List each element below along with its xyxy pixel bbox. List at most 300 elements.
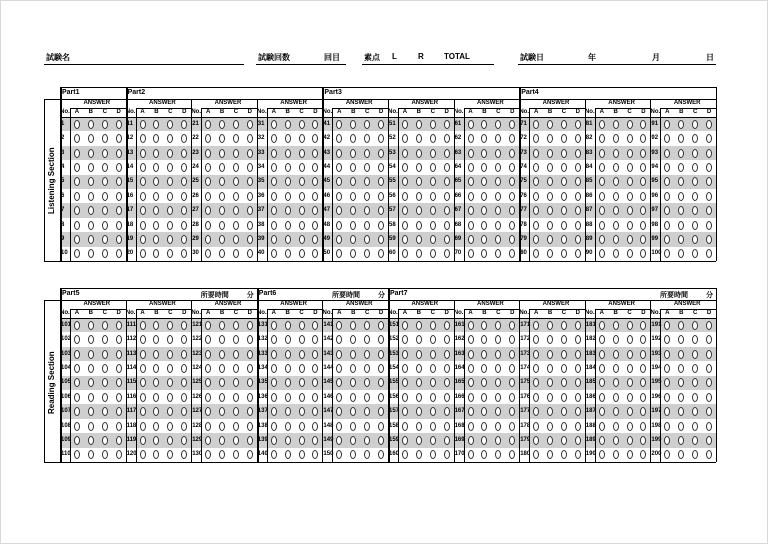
answer-bubble-d[interactable] [247, 235, 253, 244]
answer-bubble-c[interactable] [233, 436, 239, 445]
answer-bubble-c[interactable] [430, 422, 436, 431]
answer-bubble-a[interactable] [599, 378, 605, 387]
answer-bubble-b[interactable] [285, 335, 291, 344]
answer-bubble-d[interactable] [116, 134, 122, 143]
answer-bubble-d[interactable] [509, 149, 515, 158]
answer-bubble-c[interactable] [299, 335, 305, 344]
answer-bubble-b[interactable] [613, 235, 619, 244]
answer-bubble-c[interactable] [561, 422, 567, 431]
answer-bubble-d[interactable] [116, 436, 122, 445]
answer-bubble-d[interactable] [706, 422, 712, 431]
answer-bubble-b[interactable] [88, 350, 94, 359]
answer-bubble-b[interactable] [285, 149, 291, 158]
answer-bubble-b[interactable] [613, 407, 619, 416]
answer-bubble-d[interactable] [378, 149, 384, 158]
answer-bubble-b[interactable] [416, 436, 422, 445]
answer-bubble-d[interactable] [247, 335, 253, 344]
answer-bubble-c[interactable] [233, 422, 239, 431]
answer-bubble-c[interactable] [102, 350, 108, 359]
answer-bubble-b[interactable] [613, 221, 619, 230]
answer-bubble-a[interactable] [140, 235, 146, 244]
answer-bubble-a[interactable] [140, 134, 146, 143]
answer-bubble-c[interactable] [561, 335, 567, 344]
answer-bubble-b[interactable] [285, 321, 291, 330]
answer-bubble-c[interactable] [627, 235, 633, 244]
answer-bubble-d[interactable] [444, 221, 450, 230]
answer-bubble-b[interactable] [613, 350, 619, 359]
answer-bubble-b[interactable] [416, 364, 422, 373]
answer-bubble-c[interactable] [102, 436, 108, 445]
answer-bubble-b[interactable] [350, 149, 356, 158]
answer-bubble-c[interactable] [627, 206, 633, 215]
answer-bubble-a[interactable] [74, 192, 80, 201]
answer-bubble-b[interactable] [416, 192, 422, 201]
answer-bubble-b[interactable] [285, 134, 291, 143]
answer-bubble-c[interactable] [364, 422, 370, 431]
answer-bubble-a[interactable] [271, 206, 277, 215]
answer-bubble-b[interactable] [613, 364, 619, 373]
answer-bubble-a[interactable] [468, 450, 474, 459]
answer-bubble-b[interactable] [350, 221, 356, 230]
answer-bubble-a[interactable] [468, 335, 474, 344]
answer-bubble-a[interactable] [140, 378, 146, 387]
answer-bubble-d[interactable] [247, 149, 253, 158]
answer-bubble-a[interactable] [599, 393, 605, 402]
answer-bubble-b[interactable] [219, 436, 225, 445]
answer-bubble-b[interactable] [219, 235, 225, 244]
answer-bubble-a[interactable] [533, 221, 539, 230]
answer-bubble-c[interactable] [430, 436, 436, 445]
answer-bubble-b[interactable] [285, 192, 291, 201]
answer-bubble-d[interactable] [181, 422, 187, 431]
answer-bubble-d[interactable] [181, 149, 187, 158]
answer-bubble-b[interactable] [613, 422, 619, 431]
answer-bubble-a[interactable] [271, 149, 277, 158]
answer-bubble-a[interactable] [271, 407, 277, 416]
answer-bubble-d[interactable] [444, 192, 450, 201]
answer-bubble-a[interactable] [533, 321, 539, 330]
answer-bubble-a[interactable] [271, 235, 277, 244]
answer-bubble-b[interactable] [613, 378, 619, 387]
answer-bubble-c[interactable] [627, 249, 633, 258]
answer-bubble-c[interactable] [233, 221, 239, 230]
answer-bubble-a[interactable] [402, 407, 408, 416]
answer-bubble-c[interactable] [102, 364, 108, 373]
answer-bubble-d[interactable] [706, 364, 712, 373]
answer-bubble-d[interactable] [706, 321, 712, 330]
answer-bubble-a[interactable] [140, 436, 146, 445]
answer-bubble-a[interactable] [140, 364, 146, 373]
answer-bubble-d[interactable] [247, 221, 253, 230]
answer-bubble-a[interactable] [402, 321, 408, 330]
answer-bubble-a[interactable] [140, 192, 146, 201]
answer-bubble-b[interactable] [416, 221, 422, 230]
answer-bubble-b[interactable] [285, 436, 291, 445]
answer-bubble-c[interactable] [627, 364, 633, 373]
answer-bubble-b[interactable] [285, 364, 291, 373]
answer-bubble-a[interactable] [468, 206, 474, 215]
answer-bubble-d[interactable] [116, 163, 122, 172]
answer-bubble-a[interactable] [402, 163, 408, 172]
answer-bubble-d[interactable] [706, 163, 712, 172]
answer-bubble-c[interactable] [233, 163, 239, 172]
answer-bubble-b[interactable] [613, 134, 619, 143]
answer-bubble-d[interactable] [575, 321, 581, 330]
answer-bubble-a[interactable] [205, 149, 211, 158]
answer-bubble-a[interactable] [599, 192, 605, 201]
answer-bubble-b[interactable] [547, 364, 553, 373]
answer-bubble-d[interactable] [116, 177, 122, 186]
answer-bubble-d[interactable] [116, 192, 122, 201]
answer-bubble-d[interactable] [575, 192, 581, 201]
answer-bubble-c[interactable] [233, 335, 239, 344]
answer-bubble-c[interactable] [430, 192, 436, 201]
answer-bubble-d[interactable] [247, 120, 253, 129]
test-name-field[interactable] [44, 64, 244, 65]
answer-bubble-b[interactable] [88, 364, 94, 373]
answer-bubble-a[interactable] [468, 321, 474, 330]
answer-bubble-a[interactable] [599, 335, 605, 344]
answer-bubble-b[interactable] [613, 149, 619, 158]
answer-bubble-a[interactable] [140, 450, 146, 459]
answer-bubble-d[interactable] [247, 393, 253, 402]
answer-bubble-a[interactable] [468, 221, 474, 230]
answer-bubble-d[interactable] [378, 321, 384, 330]
answer-bubble-d[interactable] [378, 120, 384, 129]
answer-bubble-b[interactable] [219, 350, 225, 359]
answer-bubble-c[interactable] [299, 192, 305, 201]
answer-bubble-b[interactable] [88, 163, 94, 172]
answer-bubble-c[interactable] [233, 134, 239, 143]
answer-bubble-c[interactable] [561, 221, 567, 230]
answer-bubble-a[interactable] [402, 134, 408, 143]
answer-bubble-a[interactable] [74, 206, 80, 215]
answer-bubble-b[interactable] [613, 177, 619, 186]
answer-bubble-a[interactable] [271, 249, 277, 258]
answer-bubble-d[interactable] [444, 206, 450, 215]
answer-bubble-b[interactable] [285, 378, 291, 387]
answer-bubble-a[interactable] [599, 177, 605, 186]
answer-bubble-a[interactable] [468, 393, 474, 402]
answer-bubble-a[interactable] [599, 407, 605, 416]
answer-bubble-c[interactable] [299, 407, 305, 416]
answer-bubble-d[interactable] [247, 192, 253, 201]
answer-bubble-a[interactable] [533, 149, 539, 158]
answer-bubble-a[interactable] [402, 422, 408, 431]
answer-bubble-a[interactable] [271, 436, 277, 445]
answer-bubble-a[interactable] [271, 163, 277, 172]
answer-bubble-b[interactable] [285, 221, 291, 230]
answer-bubble-a[interactable] [74, 163, 80, 172]
answer-bubble-b[interactable] [285, 177, 291, 186]
answer-bubble-c[interactable] [430, 450, 436, 459]
answer-bubble-c[interactable] [233, 192, 239, 201]
answer-bubble-c[interactable] [299, 350, 305, 359]
answer-bubble-b[interactable] [285, 407, 291, 416]
answer-bubble-a[interactable] [74, 221, 80, 230]
answer-bubble-a[interactable] [468, 235, 474, 244]
answer-bubble-c[interactable] [299, 249, 305, 258]
answer-bubble-d[interactable] [378, 393, 384, 402]
answer-bubble-b[interactable] [547, 321, 553, 330]
answer-bubble-d[interactable] [509, 350, 515, 359]
answer-bubble-d[interactable] [116, 249, 122, 258]
answer-bubble-d[interactable] [575, 134, 581, 143]
answer-bubble-b[interactable] [416, 206, 422, 215]
answer-bubble-c[interactable] [102, 407, 108, 416]
answer-bubble-c[interactable] [102, 335, 108, 344]
answer-bubble-a[interactable] [271, 120, 277, 129]
answer-bubble-b[interactable] [613, 335, 619, 344]
answer-bubble-c[interactable] [430, 378, 436, 387]
answer-bubble-b[interactable] [350, 422, 356, 431]
answer-bubble-c[interactable] [364, 192, 370, 201]
answer-bubble-b[interactable] [613, 249, 619, 258]
answer-bubble-b[interactable] [219, 149, 225, 158]
answer-bubble-b[interactable] [613, 321, 619, 330]
answer-bubble-a[interactable] [533, 350, 539, 359]
answer-bubble-a[interactable] [205, 120, 211, 129]
answer-bubble-a[interactable] [468, 364, 474, 373]
answer-bubble-c[interactable] [627, 422, 633, 431]
answer-bubble-b[interactable] [219, 422, 225, 431]
answer-bubble-a[interactable] [140, 321, 146, 330]
answer-bubble-b[interactable] [88, 321, 94, 330]
answer-bubble-c[interactable] [299, 221, 305, 230]
answer-bubble-c[interactable] [233, 321, 239, 330]
answer-bubble-c[interactable] [102, 393, 108, 402]
answer-bubble-a[interactable] [402, 335, 408, 344]
answer-bubble-d[interactable] [444, 350, 450, 359]
answer-bubble-c[interactable] [299, 378, 305, 387]
answer-bubble-a[interactable] [599, 321, 605, 330]
answer-bubble-a[interactable] [74, 134, 80, 143]
answer-bubble-a[interactable] [402, 192, 408, 201]
answer-bubble-d[interactable] [444, 149, 450, 158]
answer-bubble-a[interactable] [468, 436, 474, 445]
answer-bubble-c[interactable] [561, 350, 567, 359]
answer-bubble-d[interactable] [575, 149, 581, 158]
answer-bubble-d[interactable] [509, 221, 515, 230]
answer-bubble-a[interactable] [271, 221, 277, 230]
answer-bubble-b[interactable] [88, 149, 94, 158]
answer-bubble-c[interactable] [627, 163, 633, 172]
answer-bubble-a[interactable] [74, 422, 80, 431]
answer-bubble-b[interactable] [285, 235, 291, 244]
answer-bubble-c[interactable] [102, 450, 108, 459]
answer-bubble-d[interactable] [706, 221, 712, 230]
answer-bubble-a[interactable] [74, 350, 80, 359]
answer-bubble-b[interactable] [416, 335, 422, 344]
answer-bubble-d[interactable] [378, 163, 384, 172]
answer-bubble-c[interactable] [430, 177, 436, 186]
answer-bubble-a[interactable] [271, 364, 277, 373]
answer-bubble-a[interactable] [271, 422, 277, 431]
answer-bubble-c[interactable] [430, 163, 436, 172]
answer-bubble-c[interactable] [430, 335, 436, 344]
answer-bubble-c[interactable] [692, 422, 698, 431]
answer-bubble-c[interactable] [430, 235, 436, 244]
answer-bubble-b[interactable] [285, 163, 291, 172]
answer-bubble-d[interactable] [444, 450, 450, 459]
answer-bubble-c[interactable] [430, 221, 436, 230]
answer-bubble-a[interactable] [74, 149, 80, 158]
answer-bubble-a[interactable] [140, 206, 146, 215]
answer-bubble-b[interactable] [613, 436, 619, 445]
answer-bubble-d[interactable] [575, 120, 581, 129]
answer-bubble-d[interactable] [116, 235, 122, 244]
answer-bubble-b[interactable] [219, 120, 225, 129]
answer-bubble-a[interactable] [599, 206, 605, 215]
answer-bubble-c[interactable] [692, 350, 698, 359]
answer-bubble-c[interactable] [430, 249, 436, 258]
answer-bubble-b[interactable] [613, 393, 619, 402]
answer-bubble-d[interactable] [247, 436, 253, 445]
answer-bubble-c[interactable] [364, 120, 370, 129]
answer-bubble-b[interactable] [613, 450, 619, 459]
answer-bubble-c[interactable] [627, 350, 633, 359]
answer-bubble-c[interactable] [692, 321, 698, 330]
answer-bubble-d[interactable] [575, 422, 581, 431]
answer-bubble-c[interactable] [102, 163, 108, 172]
answer-bubble-c[interactable] [102, 235, 108, 244]
answer-bubble-d[interactable] [181, 221, 187, 230]
answer-bubble-c[interactable] [364, 221, 370, 230]
answer-bubble-c[interactable] [430, 120, 436, 129]
answer-bubble-a[interactable] [74, 335, 80, 344]
answer-bubble-d[interactable] [181, 350, 187, 359]
answer-bubble-b[interactable] [88, 221, 94, 230]
answer-bubble-d[interactable] [378, 221, 384, 230]
answer-bubble-d[interactable] [444, 335, 450, 344]
answer-bubble-b[interactable] [416, 321, 422, 330]
answer-bubble-a[interactable] [599, 364, 605, 373]
answer-bubble-a[interactable] [402, 149, 408, 158]
answer-bubble-a[interactable] [599, 134, 605, 143]
answer-bubble-c[interactable] [561, 393, 567, 402]
answer-bubble-c[interactable] [561, 134, 567, 143]
answer-bubble-d[interactable] [444, 235, 450, 244]
answer-bubble-a[interactable] [402, 120, 408, 129]
answer-bubble-a[interactable] [468, 378, 474, 387]
answer-bubble-a[interactable] [271, 350, 277, 359]
answer-bubble-b[interactable] [88, 422, 94, 431]
answer-bubble-b[interactable] [285, 422, 291, 431]
answer-bubble-d[interactable] [116, 149, 122, 158]
answer-bubble-c[interactable] [561, 436, 567, 445]
answer-bubble-b[interactable] [350, 350, 356, 359]
answer-bubble-a[interactable] [140, 149, 146, 158]
answer-bubble-d[interactable] [247, 350, 253, 359]
answer-bubble-a[interactable] [402, 235, 408, 244]
answer-bubble-a[interactable] [599, 436, 605, 445]
answer-bubble-d[interactable] [444, 120, 450, 129]
answer-bubble-c[interactable] [561, 321, 567, 330]
answer-bubble-b[interactable] [219, 221, 225, 230]
answer-bubble-d[interactable] [116, 364, 122, 373]
answer-bubble-a[interactable] [74, 364, 80, 373]
answer-bubble-c[interactable] [692, 120, 698, 129]
answer-bubble-d[interactable] [116, 206, 122, 215]
answer-bubble-d[interactable] [575, 221, 581, 230]
answer-bubble-a[interactable] [599, 163, 605, 172]
answer-bubble-b[interactable] [285, 350, 291, 359]
answer-bubble-d[interactable] [444, 378, 450, 387]
answer-bubble-a[interactable] [599, 149, 605, 158]
answer-bubble-a[interactable] [468, 134, 474, 143]
answer-bubble-b[interactable] [219, 393, 225, 402]
answer-bubble-c[interactable] [627, 177, 633, 186]
answer-bubble-b[interactable] [88, 235, 94, 244]
answer-bubble-d[interactable] [706, 120, 712, 129]
answer-bubble-a[interactable] [402, 350, 408, 359]
answer-bubble-d[interactable] [706, 436, 712, 445]
test-count-field[interactable] [256, 64, 346, 65]
answer-bubble-c[interactable] [561, 235, 567, 244]
answer-bubble-d[interactable] [444, 249, 450, 258]
answer-bubble-a[interactable] [271, 192, 277, 201]
answer-bubble-d[interactable] [444, 364, 450, 373]
answer-bubble-d[interactable] [247, 407, 253, 416]
answer-bubble-d[interactable] [116, 221, 122, 230]
answer-bubble-a[interactable] [140, 177, 146, 186]
answer-bubble-b[interactable] [547, 192, 553, 201]
answer-bubble-d[interactable] [444, 163, 450, 172]
answer-bubble-b[interactable] [88, 436, 94, 445]
answer-bubble-a[interactable] [205, 350, 211, 359]
answer-bubble-c[interactable] [102, 422, 108, 431]
answer-bubble-d[interactable] [116, 321, 122, 330]
answer-bubble-d[interactable] [575, 393, 581, 402]
answer-bubble-d[interactable] [116, 407, 122, 416]
answer-bubble-a[interactable] [205, 221, 211, 230]
answer-bubble-b[interactable] [678, 422, 684, 431]
answer-bubble-b[interactable] [219, 321, 225, 330]
answer-bubble-b[interactable] [613, 120, 619, 129]
answer-bubble-b[interactable] [547, 436, 553, 445]
answer-bubble-c[interactable] [627, 436, 633, 445]
answer-bubble-a[interactable] [271, 321, 277, 330]
answer-bubble-d[interactable] [378, 350, 384, 359]
answer-bubble-c[interactable] [430, 321, 436, 330]
answer-bubble-d[interactable] [509, 422, 515, 431]
answer-bubble-a[interactable] [140, 120, 146, 129]
answer-bubble-a[interactable] [140, 163, 146, 172]
answer-bubble-a[interactable] [74, 393, 80, 402]
answer-bubble-d[interactable] [575, 335, 581, 344]
answer-bubble-d[interactable] [247, 163, 253, 172]
answer-bubble-b[interactable] [416, 350, 422, 359]
answer-bubble-a[interactable] [402, 393, 408, 402]
answer-bubble-c[interactable] [561, 192, 567, 201]
answer-bubble-c[interactable] [299, 321, 305, 330]
answer-bubble-d[interactable] [706, 235, 712, 244]
answer-bubble-c[interactable] [233, 235, 239, 244]
answer-bubble-d[interactable] [116, 422, 122, 431]
answer-bubble-b[interactable] [88, 335, 94, 344]
answer-bubble-a[interactable] [599, 221, 605, 230]
answer-bubble-a[interactable] [140, 221, 146, 230]
answer-bubble-b[interactable] [547, 149, 553, 158]
answer-bubble-c[interactable] [627, 134, 633, 143]
score-field[interactable] [362, 64, 494, 65]
answer-bubble-d[interactable] [247, 134, 253, 143]
answer-bubble-c[interactable] [364, 393, 370, 402]
answer-bubble-c[interactable] [102, 221, 108, 230]
answer-bubble-c[interactable] [430, 407, 436, 416]
answer-bubble-b[interactable] [285, 249, 291, 258]
answer-bubble-d[interactable] [444, 407, 450, 416]
